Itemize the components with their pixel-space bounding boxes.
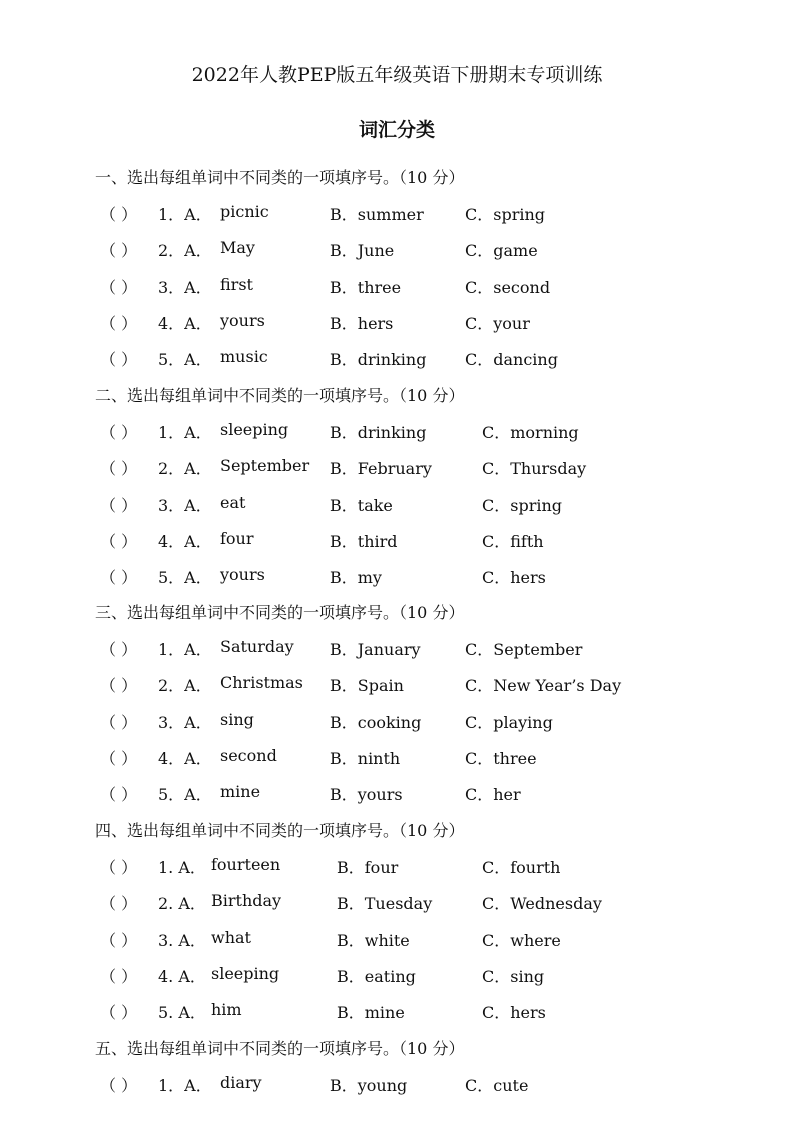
answer-blank[interactable]: （ ） [100, 894, 138, 914]
question-number: 2．A． [158, 241, 212, 261]
option-c: C．spring [482, 495, 563, 515]
section-heading: 三、选出每组单词中不同类的一项填序号。（10 分） [95, 603, 465, 622]
section-heading: 一、选出每组单词中不同类的一项填序号。（10 分） [95, 168, 465, 187]
question-number: 1. A． [158, 858, 206, 877]
page-title: 2022年人教PEP版五年级英语下册期末专项训练 [191, 64, 603, 86]
option-b: B．Spain [330, 676, 404, 696]
option-a: first [220, 274, 253, 294]
option-b: B．take [330, 495, 393, 515]
question-number: 3．A． [158, 495, 212, 515]
question-row [100, 891, 700, 915]
page-subtitle: 词汇分类 [358, 119, 435, 141]
answer-blank[interactable]: （ ） [100, 241, 138, 261]
option-b: B．third [330, 531, 398, 551]
answer-blank[interactable]: （ ） [100, 712, 138, 732]
option-a: September [220, 456, 310, 476]
option-c: C．three [465, 748, 537, 768]
option-c: C．dancing [465, 350, 558, 370]
answer-blank[interactable]: （ ） [100, 350, 138, 370]
option-a: eat [220, 492, 246, 512]
option-c: C．September [465, 640, 583, 659]
question-number: 5．A． [158, 568, 212, 588]
option-a: Christmas [220, 673, 303, 693]
question-row [100, 637, 700, 661]
question-number: 3．A． [158, 277, 212, 297]
answer-blank[interactable]: （ ） [100, 1003, 138, 1023]
option-b: B．hers [330, 313, 394, 333]
answer-blank[interactable]: （ ） [100, 423, 138, 442]
option-b: B．four [337, 858, 399, 877]
option-c: C．hers [482, 568, 546, 588]
option-a: May [220, 238, 255, 258]
question-row [100, 311, 700, 335]
answer-blank[interactable]: （ ） [100, 495, 138, 515]
option-a: Birthday [211, 891, 282, 911]
option-c: C．fifth [482, 531, 544, 551]
option-a: Saturday [220, 637, 294, 656]
option-b: B．eating [337, 966, 416, 986]
answer-blank[interactable]: （ ） [100, 858, 138, 877]
option-b: B．January [330, 640, 421, 659]
question-row [100, 529, 700, 553]
option-b: B．Tuesday [337, 894, 433, 914]
question-number: 4．A． [158, 531, 212, 551]
question-number: 4. A． [158, 966, 206, 986]
option-c: C．Thursday [482, 459, 587, 479]
question-number: 3．A． [158, 712, 212, 732]
option-c: C．your [465, 313, 530, 333]
option-a: four [220, 528, 254, 548]
option-b: B．young [330, 1076, 408, 1095]
option-b: B．June [330, 241, 395, 261]
option-b: B．three [330, 277, 402, 297]
question-number: 3. A． [158, 930, 206, 950]
question-row [100, 420, 700, 444]
question-row [100, 855, 700, 879]
option-a: picnic [220, 202, 269, 221]
option-c: C．hers [482, 1003, 546, 1023]
option-b: B．cooking [330, 712, 422, 732]
question-row [100, 928, 700, 952]
option-a: sleeping [211, 963, 280, 983]
question-number: 5．A． [158, 785, 212, 805]
option-c: C．game [465, 241, 538, 261]
option-c: C．morning [482, 423, 579, 442]
option-a: sing [220, 709, 254, 729]
option-c: C．cute [465, 1076, 529, 1095]
option-a: music [220, 347, 268, 367]
question-number: 5. A． [158, 1003, 206, 1023]
option-c: C．sing [482, 966, 545, 986]
answer-blank[interactable]: （ ） [100, 313, 138, 333]
option-b: B．my [330, 568, 382, 588]
option-b: B．summer [330, 205, 424, 224]
answer-blank[interactable]: （ ） [100, 676, 138, 696]
section-heading: 四、选出每组单词中不同类的一项填序号。（10 分） [95, 821, 465, 840]
question-row [100, 238, 700, 262]
question-number: 1．A． [158, 1076, 212, 1095]
section-heading: 五、选出每组单词中不同类的一项填序号。（10 分） [95, 1039, 465, 1058]
option-b: B．February [330, 459, 432, 479]
option-a: sleeping [220, 420, 289, 439]
option-a: mine [220, 782, 261, 802]
question-row [100, 275, 700, 299]
option-a: yours [220, 565, 265, 585]
option-a: fourteen [211, 855, 281, 874]
option-b: B．mine [337, 1003, 405, 1023]
option-b: B．drinking [330, 423, 427, 442]
question-row [100, 456, 700, 480]
option-a: second [220, 745, 277, 765]
answer-blank[interactable]: （ ） [100, 1076, 138, 1095]
option-c: C．her [465, 785, 521, 805]
option-b: B．ninth [330, 748, 401, 768]
answer-blank[interactable]: （ ） [100, 568, 138, 588]
question-row [100, 347, 700, 371]
option-b: B．white [337, 930, 410, 950]
question-row [100, 493, 700, 517]
option-a: him [211, 1000, 242, 1020]
question-number: 4．A． [158, 748, 212, 768]
question-row [100, 565, 700, 589]
answer-blank[interactable]: （ ） [100, 966, 138, 986]
question-row [100, 964, 700, 988]
option-c: C．New Year’s Day [465, 676, 622, 696]
question-number: 2．A． [158, 676, 212, 696]
question-number: 1．A． [158, 205, 212, 224]
question-number: 4．A． [158, 313, 212, 333]
option-c: C．where [482, 930, 561, 950]
question-number: 1．A． [158, 640, 212, 659]
answer-blank[interactable]: （ ） [100, 277, 138, 297]
question-number: 5．A． [158, 350, 212, 370]
answer-blank[interactable]: （ ） [100, 930, 138, 950]
question-number: 1．A． [158, 423, 212, 442]
question-number: 2．A． [158, 459, 212, 479]
option-a: yours [220, 310, 265, 330]
question-row [100, 1000, 700, 1024]
question-row [100, 710, 700, 734]
option-b: B．drinking [330, 350, 427, 370]
option-a: what [211, 927, 251, 947]
answer-blank[interactable]: （ ） [100, 785, 138, 805]
option-c: C．second [465, 277, 551, 297]
option-a: diary [220, 1073, 262, 1092]
section-heading: 二、选出每组单词中不同类的一项填序号。（10 分） [95, 386, 465, 405]
answer-blank[interactable]: （ ） [100, 531, 138, 551]
answer-blank[interactable]: （ ） [100, 459, 138, 479]
question-row [100, 746, 700, 770]
option-c: C．fourth [482, 858, 561, 877]
answer-blank[interactable]: （ ） [100, 205, 138, 224]
question-number: 2. A． [158, 894, 206, 914]
question-row [100, 782, 700, 806]
option-b: B．yours [330, 785, 403, 805]
question-row [100, 673, 700, 697]
option-c: C．playing [465, 712, 553, 732]
answer-blank[interactable]: （ ） [100, 748, 138, 768]
question-row [100, 1073, 700, 1097]
option-c: C．Wednesday [482, 894, 602, 914]
question-row [100, 202, 700, 226]
option-c: C．spring [465, 205, 546, 224]
answer-blank[interactable]: （ ） [100, 640, 138, 659]
